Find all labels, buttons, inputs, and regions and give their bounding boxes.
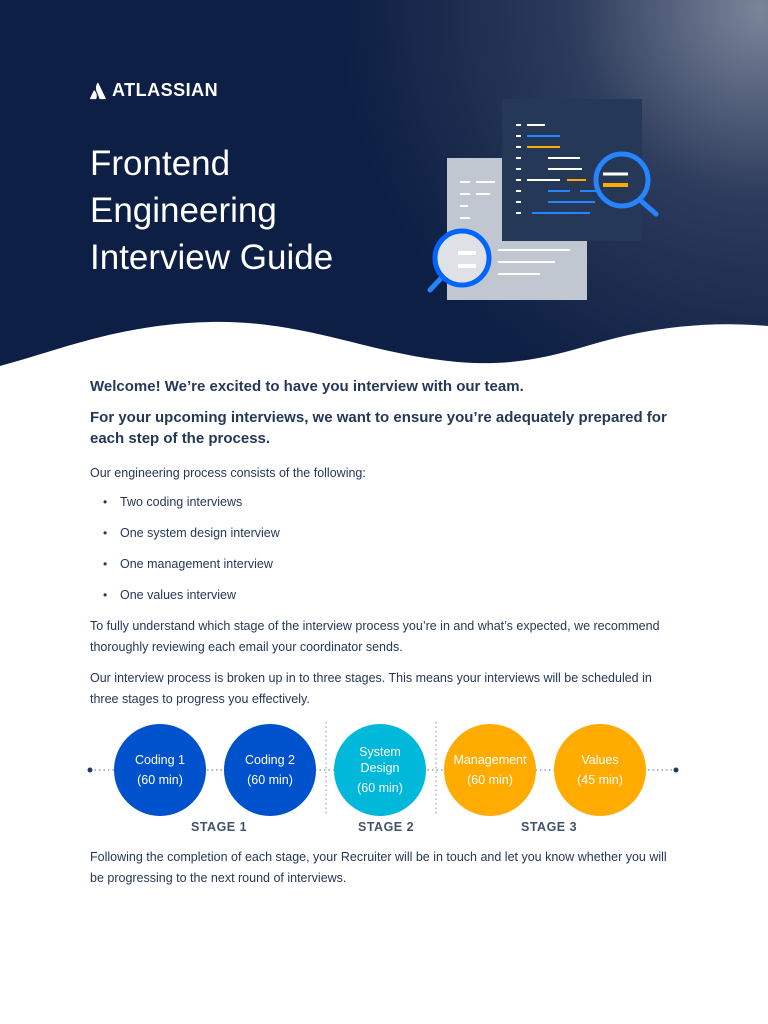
brand-wordmark: ATLASSIAN [112, 80, 219, 100]
list-item: • One values interview [90, 585, 680, 606]
stages-paragraph: Our interview process is broken up in to three stages. This means your interviews will be scheduled in three stages to progress you effectively. [90, 671, 652, 706]
list-item: • One management interview [90, 554, 680, 575]
stage-duration: (60 min) [137, 773, 183, 787]
page-title [90, 140, 410, 281]
stage-system-design [334, 724, 426, 816]
stage-2-label: STAGE 2 [358, 820, 415, 834]
intro-section [90, 376, 680, 710]
stage-name: Management [453, 753, 527, 767]
stage-values [554, 724, 646, 816]
list-item: • One system design interview [90, 523, 680, 544]
follow-up-paragraph: Following the completion of each stage, your Recruiter will be in touch and let you know whether you will be progressing to the next round of interviews. [90, 850, 667, 885]
stage-name: Values [581, 753, 619, 767]
stage-coding-1 [114, 724, 206, 816]
stage-management [444, 724, 536, 816]
process-intro: Our engineering process consists of the following: [90, 466, 366, 480]
stage-3-label: STAGE 3 [521, 820, 578, 834]
stages-diagram [0, 720, 768, 850]
title-line: Frontend [90, 144, 231, 183]
title-line: Interview Guide [90, 238, 334, 277]
stage-duration: (45 min) [577, 773, 623, 787]
interview-list [90, 492, 680, 606]
stage-duration: (60 min) [247, 773, 293, 787]
preparation-heading: For your upcoming interviews, we want to ensure you’re adequately prepared for each step of the process. [90, 409, 667, 447]
atlassian-logo [90, 80, 218, 101]
atlassian-mark-icon [90, 82, 106, 100]
magnifier-icon [430, 231, 489, 290]
welcome-heading: Welcome! We’re excited to have you interview with our team. [90, 378, 524, 395]
stage-name: Coding 1 [134, 753, 186, 767]
stage-name: Coding 2 [244, 753, 296, 767]
list-item: • Two coding interviews [90, 492, 680, 513]
title-line: Engineering [90, 191, 277, 230]
stage-duration: (60 min) [467, 773, 513, 787]
stage-coding-2 [224, 724, 316, 816]
stage-name: System Design [359, 745, 401, 775]
stage-1-label: STAGE 1 [191, 820, 248, 834]
stage-duration: (60 min) [357, 781, 403, 795]
code-review-illustration [420, 90, 670, 310]
understand-paragraph: To fully understand which stage of the interview process you’re in and what’s expected, we recommend thoroughly reviewing each email your coordinator sends. [90, 619, 660, 654]
